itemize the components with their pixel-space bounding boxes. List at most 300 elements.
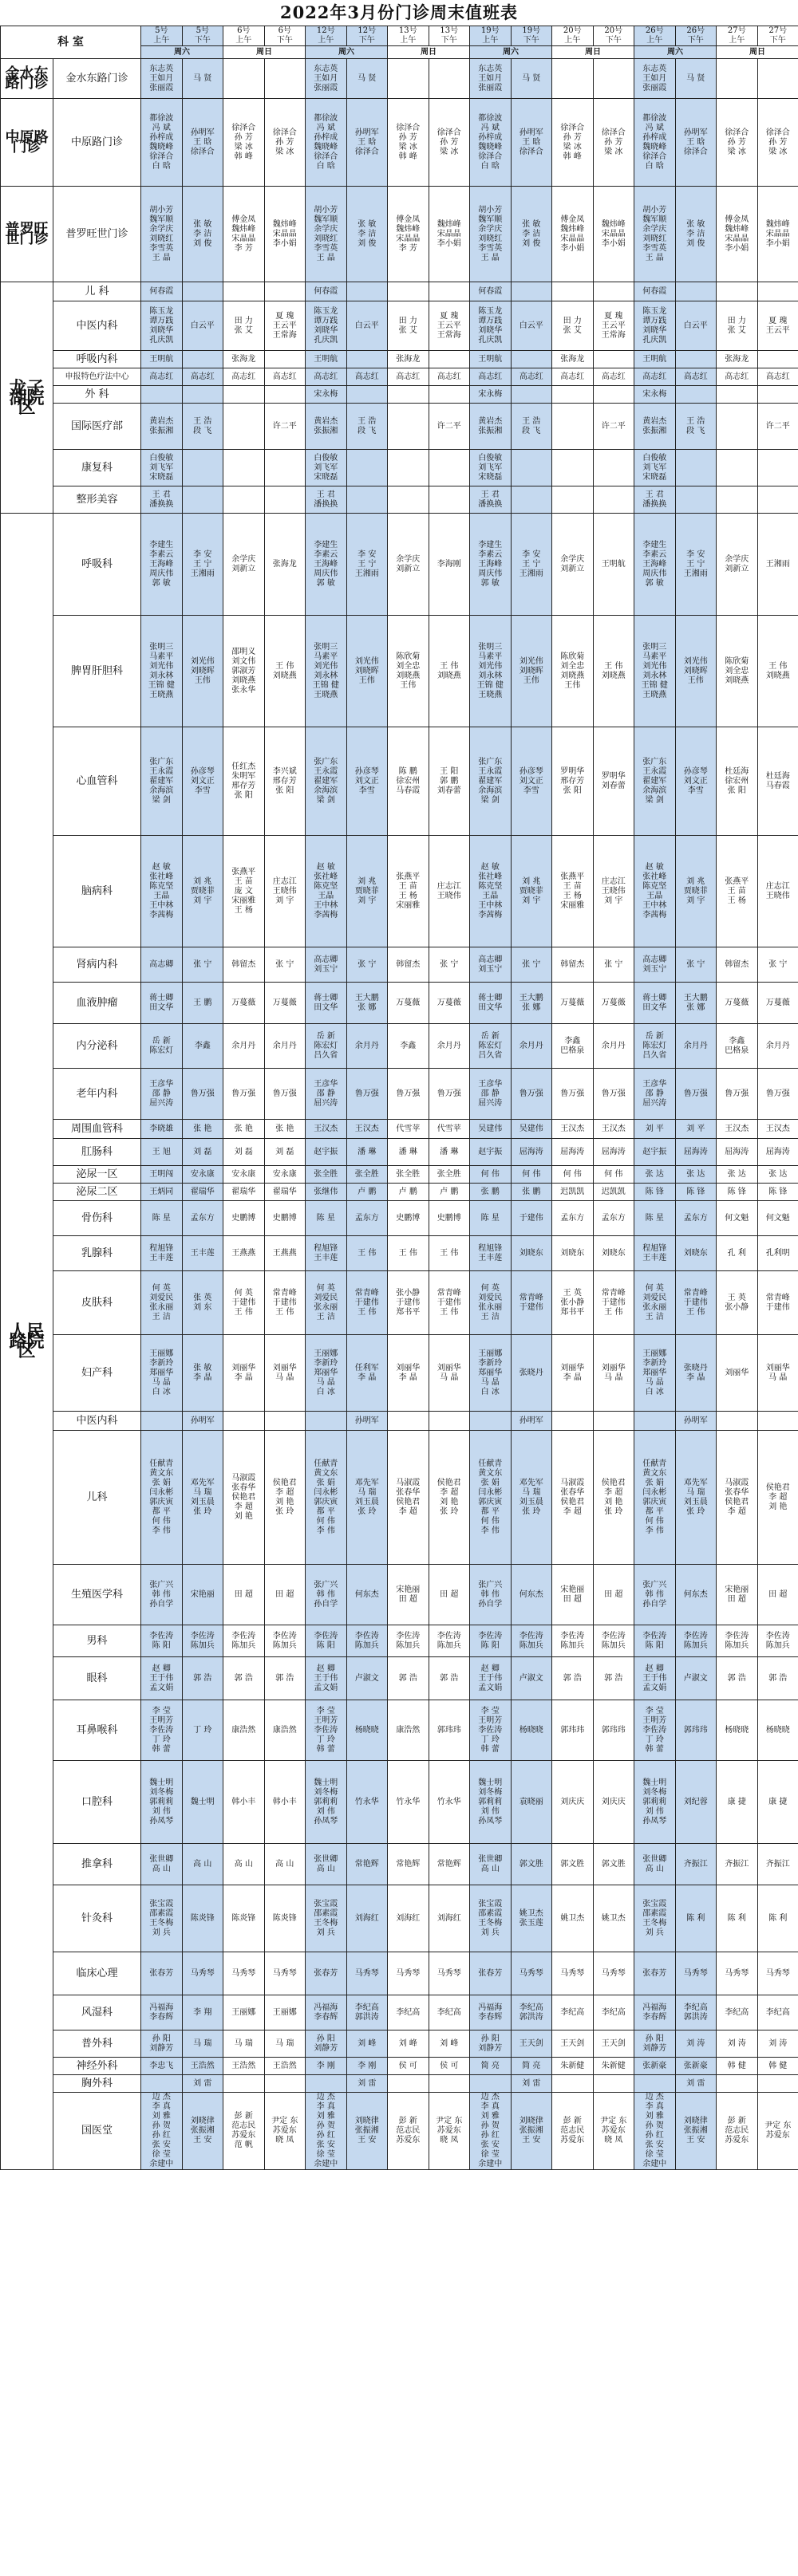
duty-cell: 翟瑞华 [182, 1184, 223, 1201]
duty-cell [717, 59, 758, 99]
duty-cell: 常青峰 于建伟 [511, 1271, 552, 1335]
duty-cell: 刘光伟 刘晓晖 王伟 [182, 616, 223, 727]
table-row [1, 1844, 798, 1885]
duty-cell: 何春霞 [141, 282, 183, 301]
duty-cell: 侯 可 [429, 2058, 470, 2075]
duty-cell: 李佐涛 陈加兵 [223, 1625, 265, 1657]
duty-cell: 郭 浩 [223, 1657, 265, 1700]
duty-cell: 魏士明 [182, 1761, 223, 1844]
duty-cell: 何东杰 [346, 1565, 388, 1625]
duty-cell [757, 486, 798, 514]
duty-cell: 张 宁 [675, 947, 717, 983]
duty-cell: 郭文胜 [593, 1844, 634, 1885]
duty-cell: 郭 浩 [182, 1657, 223, 1700]
duty-cell: 万蔓薇 [717, 983, 758, 1024]
duty-cell [223, 2075, 265, 2093]
duty-cell: 何文魁 [717, 1201, 758, 1236]
duty-cell: 何春霞 [634, 282, 676, 301]
duty-cell: 刘海红 [388, 1885, 429, 1952]
ampm-label: 下午 [769, 36, 786, 45]
duty-cell: 王燕燕 [223, 1236, 265, 1271]
duty-cell: 马秀琴 [346, 1952, 388, 1995]
duty-cell [717, 450, 758, 486]
duty-cell: 许二平 [593, 404, 634, 450]
table-body [1, 59, 798, 2170]
date-label: 5号 [155, 26, 168, 35]
duty-cell: 白俊敏 刘飞军 宋晓磊 [141, 450, 183, 486]
dept-label: 儿科 [53, 1431, 141, 1565]
duty-cell: 姚卫杰 张玉莲 [511, 1885, 552, 1952]
duty-cell: 夏 瑰 王云平 王常海 [593, 301, 634, 351]
duty-cell [552, 1412, 594, 1431]
duty-cell: 卢 鹏 [429, 1184, 470, 1201]
dept-label: 妇产科 [53, 1335, 141, 1412]
table-row [1, 1335, 798, 1412]
duty-cell: 李佐涛 陈加兵 [346, 1625, 388, 1657]
duty-cell: 宋艳丽 田 超 [552, 1565, 594, 1625]
duty-cell: 刘庆庆 [593, 1761, 634, 1844]
duty-cell: 傅金凤 魏炜峰 宋晶晶 李 芳 [223, 187, 265, 282]
ampm-label: 下午 [605, 36, 622, 45]
duty-cell: 胡小芳 魏军顺 余学庆 刘晓红 李雪英 王 晶 [470, 187, 512, 282]
table-row [1, 1120, 798, 1139]
duty-cell: 常青峰 于建伟 王 伟 [429, 1271, 470, 1335]
duty-cell: 孙明军 [182, 1412, 223, 1431]
date-label: 12号 [316, 26, 335, 35]
dept-label: 针灸科 [53, 1885, 141, 1952]
dept-label: 康复科 [53, 450, 141, 486]
duty-cell: 岳 新 陈宏灯 吕久省 [306, 1024, 347, 1069]
table-row [1, 1700, 798, 1761]
duty-cell: 张海龙 [264, 514, 306, 616]
duty-cell: 陈 星 [634, 1201, 676, 1236]
date-header [141, 26, 183, 46]
date-header [634, 26, 676, 46]
date-label: 26号 [686, 26, 705, 35]
duty-cell: 郭玮玮 [675, 1700, 717, 1761]
duty-cell: 余月丹 [223, 1024, 265, 1069]
duty-cell: 张 达 [757, 1166, 798, 1184]
duty-cell: 李兴斌 邢存芳 张 阳 [264, 727, 306, 836]
duty-cell: 陈 星 [470, 1201, 512, 1236]
table-row [1, 1995, 798, 2030]
duty-cell: 刘光伟 刘晓晖 王伟 [346, 616, 388, 727]
duty-cell: 常艳辉 [429, 1844, 470, 1885]
duty-cell: 何 英 刘爱民 张永丽 王 洁 [634, 1271, 676, 1335]
duty-cell: 许二平 [757, 404, 798, 450]
duty-cell: 高志卿 刘玉宁 [306, 947, 347, 983]
duty-cell: 孙 阳 刘静芳 [470, 2030, 512, 2058]
duty-cell: 夏 瑰 王云平 王常海 [429, 301, 470, 351]
duty-cell [757, 1412, 798, 1431]
duty-cell: 都徐波 冯 斌 孙梓成 魏晓峰 徐泽合 白 晗 [306, 99, 347, 187]
duty-cell: 韩留杰 [223, 947, 265, 983]
dept-label: 男科 [53, 1625, 141, 1657]
dept-label: 中医内科 [53, 1412, 141, 1431]
duty-cell: 彭 新 范志民 苏爱东 [388, 2093, 429, 2170]
duty-cell: 余学庆 刘新立 [552, 514, 594, 616]
date-header [511, 26, 552, 46]
dept-label: 国际医疗部 [53, 404, 141, 450]
duty-cell: 高志红 [306, 368, 347, 386]
duty-cell: 姚卫杰 [593, 1885, 634, 1952]
duty-cell: 张宝霞 邵素霞 王冬梅 刘 兵 [141, 1885, 183, 1952]
duty-cell: 李佐涛 陈加兵 [264, 1625, 306, 1657]
duty-cell: 鲁万强 [182, 1069, 223, 1120]
duty-cell: 孙彦琴 刘文正 李雪 [511, 727, 552, 836]
duty-cell: 王燕燕 [264, 1236, 306, 1271]
duty-cell: 刘 平 [634, 1120, 676, 1139]
table-row [1, 2030, 798, 2058]
duty-cell: 刘 磊 [223, 1139, 265, 1166]
duty-cell [264, 450, 306, 486]
duty-cell [593, 1412, 634, 1431]
duty-cell: 程旭锋 王丰莲 [141, 1236, 183, 1271]
duty-cell [346, 282, 388, 301]
duty-cell: 张燕平 王 苗 王 杨 [717, 836, 758, 947]
duty-cell: 康 捷 [757, 1761, 798, 1844]
duty-cell: 陈欣菊 刘全忠 刘晓燕 王伟 [552, 616, 594, 727]
duty-cell: 张宝霞 邵素霞 王冬梅 刘 兵 [634, 1885, 676, 1952]
duty-cell: 于建伟 [511, 1201, 552, 1236]
duty-cell: 高志红 [757, 368, 798, 386]
duty-cell: 史鹏博 [223, 1201, 265, 1236]
duty-cell: 李佐涛 陈加兵 [429, 1625, 470, 1657]
duty-cell: 郭玮玮 [429, 1700, 470, 1761]
duty-cell: 万蔓薇 [757, 983, 798, 1024]
ampm-label: 上午 [564, 36, 581, 45]
duty-cell: 马秀琴 [511, 1952, 552, 1995]
duty-cell: 刘丽华 马 晶 [757, 1335, 798, 1412]
duty-cell: 潘 琳 [429, 1139, 470, 1166]
duty-cell: 马秀琴 [593, 1952, 634, 1995]
duty-cell: 孙明军 王 晗 徐泽合 [675, 99, 717, 187]
duty-cell [634, 2075, 676, 2093]
duty-cell: 蒋士卿 田文华 [634, 983, 676, 1024]
duty-cell: 张 达 [717, 1166, 758, 1184]
duty-cell: 刘晓东 [511, 1236, 552, 1271]
duty-cell [511, 386, 552, 404]
table-row [1, 99, 798, 187]
duty-cell [757, 59, 798, 99]
duty-cell: 孟东方 [675, 1201, 717, 1236]
duty-cell: 傅金凤 魏炜峰 宋晶晶 李 芳 [388, 187, 429, 282]
duty-cell: 张晓丹 李 晶 [675, 1335, 717, 1412]
duty-cell: 郭文胜 [511, 1844, 552, 1885]
duty-cell [264, 351, 306, 368]
duty-cell: 黄岩杰 张振湘 [634, 404, 676, 450]
table-row [1, 187, 798, 282]
duty-cell: 刘 兆 贾晓菲 刘 宇 [346, 836, 388, 947]
duty-cell: 张广兴 韩 伟 孙自学 [634, 1565, 676, 1625]
duty-cell: 马秀琴 [182, 1952, 223, 1995]
duty-cell: 张燕平 王 苗 王 杨 宋丽雅 [552, 836, 594, 947]
duty-cell: 高志红 [470, 368, 512, 386]
duty-cell: 余学庆 刘新立 [223, 514, 265, 616]
duty-cell: 李 莹 王明芳 李佐涛 丁 玲 韩 蕾 [634, 1700, 676, 1761]
date-header [470, 26, 512, 46]
duty-cell: 赵 敏 张社峰 陈克坚 王晶 王中林 李茜梅 [306, 836, 347, 947]
duty-cell: 王明闯 [141, 1166, 183, 1184]
ampm-label: 上午 [646, 36, 663, 45]
dept-label: 泌尿一区 [53, 1166, 141, 1184]
dept-label: 整形美容 [53, 486, 141, 514]
weekday-header: 周日 [552, 46, 634, 59]
duty-cell: 郭 浩 [264, 1657, 306, 1700]
duty-cell: 郭 浩 [593, 1657, 634, 1700]
duty-cell: 康浩然 [388, 1700, 429, 1761]
duty-cell [511, 486, 552, 514]
duty-cell: 张明三 马素平 刘光伟 刘永林 王锦 健 王晓燕 [306, 616, 347, 727]
duty-cell: 刘丽华 马 晶 [264, 1335, 306, 1412]
duty-cell: 徐泽合 孙 芳 梁 冰 [429, 99, 470, 187]
duty-cell: 马秀琴 [717, 1952, 758, 1995]
duty-cell: 李 安 王 宁 王湘雨 [182, 514, 223, 616]
duty-cell: 侯艳君 李 超 刘 艳 [757, 1431, 798, 1565]
duty-cell: 张全胜 [388, 1166, 429, 1184]
duty-cell [306, 2075, 347, 2093]
duty-cell [675, 386, 717, 404]
duty-cell: 孙彦琴 刘文正 李雪 [675, 727, 717, 836]
duty-cell: 安永康 [182, 1166, 223, 1184]
duty-cell: 白俊敏 刘飞军 宋晓磊 [470, 450, 512, 486]
duty-cell: 陈玉龙 谭万践 刘晓华 孔庆凯 [306, 301, 347, 351]
duty-cell: 李 刚 [306, 2058, 347, 2075]
duty-cell [223, 404, 265, 450]
duty-cell: 迟凯凯 [593, 1184, 634, 1201]
duty-cell: 任献青 黄文东 张 娟 闫永彬 郭庆寅 都 平 何 伟 李 伟 [634, 1431, 676, 1565]
table-row [1, 1885, 798, 1952]
date-label: 20号 [563, 26, 582, 35]
duty-cell [429, 351, 470, 368]
duty-cell: 程旭锋 王丰莲 [634, 1236, 676, 1271]
duty-cell: 魏士明 刘冬梅 郭莉莉 刘 伟 孙凤琴 [634, 1761, 676, 1844]
duty-cell: 陈玉龙 谭万践 刘晓华 孔庆凯 [634, 301, 676, 351]
duty-cell: 何 英 刘爱民 张永丽 王 洁 [470, 1271, 512, 1335]
duty-cell: 高 山 [264, 1844, 306, 1885]
duty-schedule-table [0, 26, 798, 2170]
duty-cell: 张春芳 [306, 1952, 347, 1995]
duty-cell: 田 超 [429, 1565, 470, 1625]
duty-cell [223, 282, 265, 301]
dept-label: 国医堂 [53, 2093, 141, 2170]
dept-label: 儿 科 [53, 282, 141, 301]
duty-cell: 李纪高 [388, 1995, 429, 2030]
duty-cell: 东志英 王如月 张丽霞 [634, 59, 676, 99]
duty-cell: 马淑霞 张春华 侯艳君 李 超 [717, 1431, 758, 1565]
duty-cell: 屈海涛 [593, 1139, 634, 1166]
duty-cell: 孟东方 [182, 1201, 223, 1236]
table-row [1, 1166, 798, 1184]
duty-cell: 张 宁 [264, 947, 306, 983]
duty-cell [264, 282, 306, 301]
duty-cell: 杜廷海 徐宏州 张 阳 [717, 727, 758, 836]
duty-cell: 何 伟 [511, 1166, 552, 1184]
date-header [223, 26, 265, 46]
duty-cell [182, 351, 223, 368]
duty-cell: 徐泽合 孙 芳 梁 冰 韩 峰 [388, 99, 429, 187]
ampm-label: 下午 [523, 36, 539, 45]
date-label: 26号 [645, 26, 664, 35]
duty-cell: 张 艳 [182, 1120, 223, 1139]
duty-cell: 高志红 [593, 368, 634, 386]
duty-cell: 徐泽合 孙 芳 梁 冰 [757, 99, 798, 187]
duty-cell: 潘 琳 [346, 1139, 388, 1166]
duty-cell: 陈玉龙 谭万践 刘晓华 孔庆凯 [141, 301, 183, 351]
duty-cell: 王 旭 [141, 1139, 183, 1166]
date-header [182, 26, 223, 46]
duty-cell: 潘 琳 [388, 1139, 429, 1166]
duty-cell: 王汉杰 [346, 1120, 388, 1139]
duty-cell: 李建生 李素云 王海峰 周庆伟 郭 敏 [470, 514, 512, 616]
duty-cell: 宋艳丽 田 超 [388, 1565, 429, 1625]
duty-cell: 丁 玲 [182, 1700, 223, 1761]
duty-cell [388, 486, 429, 514]
duty-cell: 刘 雷 [182, 2075, 223, 2093]
duty-cell: 史鹏博 [388, 1201, 429, 1236]
duty-cell: 康 捷 [717, 1761, 758, 1844]
duty-cell: 王 鹏 [182, 983, 223, 1024]
table-row [1, 1201, 798, 1236]
duty-cell: 边 杰 李 真 刘 雅 孙 贺 孙 红 张 安 徐 莹 余建中 [141, 2093, 183, 2170]
duty-cell [552, 59, 594, 99]
duty-cell: 屈海涛 [757, 1139, 798, 1166]
duty-cell: 刘 涛 [675, 2030, 717, 2058]
duty-cell: 李佐涛 陈 阳 [306, 1625, 347, 1657]
duty-cell [552, 2075, 594, 2093]
dept-label: 肛肠科 [53, 1139, 141, 1166]
duty-cell: 刘晓东 [552, 1236, 594, 1271]
duty-cell [634, 1412, 676, 1431]
duty-cell: 王丽娜 李新玲 郑丽华 马 晶 白 冰 [634, 1335, 676, 1412]
duty-cell: 刘纪蓉 [675, 1761, 717, 1844]
duty-cell: 魏士明 刘冬梅 郭莉莉 刘 伟 孙凤琴 [141, 1761, 183, 1844]
duty-cell: 郭 浩 [552, 1657, 594, 1700]
weekday-header: 周六 [470, 46, 552, 59]
duty-cell: 宋艳丽 田 超 [717, 1565, 758, 1625]
duty-cell: 张 敏 李 洁 刘 俊 [675, 187, 717, 282]
duty-cell: 张广东 王永霞 翟建军 余海滨 梁 剑 [141, 727, 183, 836]
duty-cell: 何 英 刘爱民 张永丽 王 洁 [306, 1271, 347, 1335]
duty-cell: 孙 阳 刘静芳 [306, 2030, 347, 2058]
duty-cell: 王 伟 刘晓燕 [264, 616, 306, 727]
dept-label: 普罗旺世门诊 [53, 187, 141, 282]
duty-cell: 刘 兆 贾晓菲 刘 宇 [675, 836, 717, 947]
duty-cell: 何东杰 [675, 1565, 717, 1625]
duty-cell: 徐泽合 孙 芳 梁 冰 韩 峰 [552, 99, 594, 187]
duty-cell: 郭玮玮 [593, 1700, 634, 1761]
duty-cell: 郭 浩 [429, 1657, 470, 1700]
dept-label: 脾胃肝胆科 [53, 616, 141, 727]
duty-cell: 万蔓薇 [264, 983, 306, 1024]
duty-cell [141, 386, 183, 404]
duty-cell [141, 2075, 183, 2093]
duty-cell: 何春霞 [470, 282, 512, 301]
duty-cell: 岳 新 陈宏灯 吕久省 [470, 1024, 512, 1069]
duty-cell [388, 386, 429, 404]
duty-cell: 安永康 [223, 1166, 265, 1184]
duty-cell: 孙明军 [346, 1412, 388, 1431]
date-label: 13号 [440, 26, 459, 35]
duty-cell [757, 2075, 798, 2093]
date-label: 12号 [358, 26, 377, 35]
duty-cell: 王明航 [306, 351, 347, 368]
duty-cell: 李建生 李素云 王海峰 周庆伟 郭 敏 [634, 514, 676, 616]
duty-cell: 岳 新 陈宏灯 吕久省 [634, 1024, 676, 1069]
duty-cell: 韩留杰 [717, 947, 758, 983]
duty-cell [346, 486, 388, 514]
duty-cell: 马 贤 [182, 59, 223, 99]
date-label: 6号 [237, 26, 251, 35]
duty-cell: 张全胜 [429, 1166, 470, 1184]
duty-cell: 王 君 潘换换 [634, 486, 676, 514]
ampm-label: 上午 [318, 36, 334, 45]
duty-cell [182, 450, 223, 486]
duty-cell: 魏炜峰 宋晶晶 李小娟 [757, 187, 798, 282]
duty-cell: 竹永华 [388, 1761, 429, 1844]
duty-cell: 黄岩杰 张振湘 [470, 404, 512, 450]
duty-cell: 王明航 [470, 351, 512, 368]
duty-cell: 魏炜峰 宋晶晶 李小娟 [264, 187, 306, 282]
duty-cell: 张世卿 高 山 [306, 1844, 347, 1885]
duty-cell: 李晓雄 [141, 1120, 183, 1139]
duty-cell: 余月丹 [264, 1024, 306, 1069]
duty-cell: 王 浩 段 飞 [511, 404, 552, 450]
duty-cell: 鲁万强 [757, 1069, 798, 1120]
duty-cell: 邓先军 马 瑞 刘玉晨 张 玲 [346, 1431, 388, 1565]
duty-cell: 王 浩 段 飞 [346, 404, 388, 450]
duty-cell: 刘海红 [346, 1885, 388, 1952]
duty-cell: 袁晓丽 [511, 1761, 552, 1844]
duty-cell [593, 486, 634, 514]
dept-label: 脑病科 [53, 836, 141, 947]
duty-cell: 简 亮 [511, 2058, 552, 2075]
duty-cell: 王 君 潘换换 [470, 486, 512, 514]
duty-cell: 王天剑 [552, 2030, 594, 2058]
dept-label: 眼科 [53, 1657, 141, 1700]
region-label: 普罗旺世门诊 [1, 187, 53, 282]
duty-cell: 鲁万强 [552, 1069, 594, 1120]
duty-cell: 万蔓薇 [388, 983, 429, 1024]
duty-cell [223, 486, 265, 514]
duty-cell: 常青峰 于建伟 王 伟 [675, 1271, 717, 1335]
duty-cell: 任献青 黄文东 张 娟 闫永彬 郭庆寅 都 平 何 伟 李 伟 [141, 1431, 183, 1565]
duty-cell: 胡小芳 魏军顺 余学庆 刘晓红 李雪英 王 晶 [306, 187, 347, 282]
weekday-header: 周日 [223, 46, 306, 59]
duty-cell: 姚卫杰 [552, 1885, 594, 1952]
duty-cell: 张 宁 [182, 947, 223, 983]
duty-cell: 王 阳 郭 鹏 刘春蕾 [429, 727, 470, 836]
duty-cell: 魏士明 刘冬梅 郭莉莉 刘 伟 孙凤琴 [470, 1761, 512, 1844]
duty-cell: 田 力 张 艾 [223, 301, 265, 351]
duty-cell: 刘晓律 张振湘 王 安 [182, 2093, 223, 2170]
table-row [1, 2075, 798, 2093]
duty-cell: 李佐涛 陈 阳 [470, 1625, 512, 1657]
duty-cell: 张燕平 王 苗 王 杨 宋丽雅 [388, 836, 429, 947]
ampm-label: 上午 [729, 36, 745, 45]
ampm-label: 下午 [276, 36, 293, 45]
duty-cell: 张海龙 [717, 351, 758, 368]
duty-cell: 高志卿 [141, 947, 183, 983]
duty-cell: 边 杰 李 真 刘 雅 孙 贺 孙 红 张 安 徐 莹 余建中 [470, 2093, 512, 2170]
duty-cell: 鲁万强 [388, 1069, 429, 1120]
duty-cell: 刘 磊 [264, 1139, 306, 1166]
duty-cell: 张世卿 高 山 [634, 1844, 676, 1885]
duty-cell: 杨晓晓 [346, 1700, 388, 1761]
dept-label: 骨伤科 [53, 1201, 141, 1236]
dept-label: 神经外科 [53, 2058, 141, 2075]
duty-cell: 王炳同 [141, 1184, 183, 1201]
